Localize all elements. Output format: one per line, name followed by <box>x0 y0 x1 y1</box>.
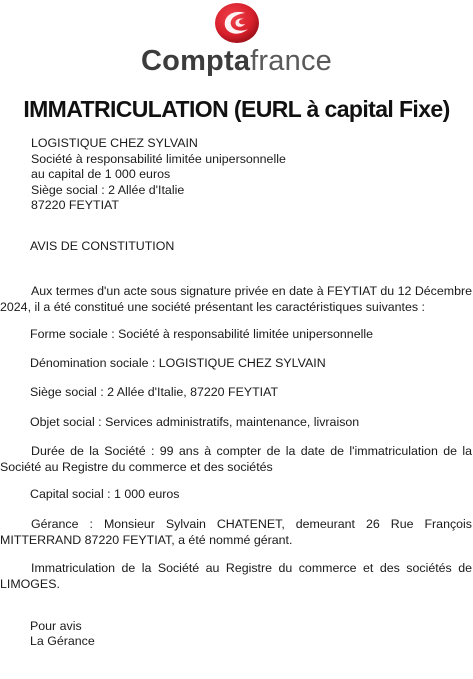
immatriculation-rcs: Immatriculation de la Société au Registre du commerce et des sociétés de LIMOGES. <box>0 561 472 591</box>
siege-social: Siège social : 2 Allée d'Italie, 87220 FEYTIAT <box>30 385 279 399</box>
company-name: LOGISTIQUE CHEZ SYLVAIN <box>31 136 198 150</box>
intro-paragraph: Aux termes d'un acte sous signature privée en date à FEYTIAT du 12 Décembre 2024, il a été constitué une société présentant les caractéristiques suivantes : <box>0 284 472 314</box>
compta-swirl-logo-icon <box>214 2 260 44</box>
notice-heading: AVIS DE CONSTITUTION <box>30 239 175 253</box>
document-title: IMMATRICULATION (EURL à capital Fixe) <box>23 96 450 122</box>
denomination-sociale: Dénomination sociale : LOGISTIQUE CHEZ SYLVAIN <box>30 356 326 370</box>
company-form: Société à responsabilité limitée unipersonnelle <box>31 151 286 166</box>
objet-social: Objet social : Services administratifs, maintenance, livraison <box>30 415 360 429</box>
forme-sociale: Forme sociale : Société à responsabilité limitée unipersonnelle <box>30 327 373 341</box>
closing-pour-avis: Pour avis <box>30 619 82 633</box>
company-address: Siège social : 2 Allée d'Italie <box>31 182 185 197</box>
company-capital: au capital de 1 000 euros <box>31 167 171 181</box>
brand-name-part2: france <box>250 45 332 77</box>
capital-social: Capital social : 1 000 euros <box>30 487 180 501</box>
closing-gerance: La Gérance <box>30 634 95 648</box>
gerance: Gérance : Monsieur Sylvain CHATENET, demeurant 26 Rue François MITTERRAND 87220 FEYTIAT, a été nommé gérant. <box>0 517 472 547</box>
brand-name-part1: Compta <box>141 45 251 77</box>
company-city: 87220 FEYTIAT <box>31 198 119 212</box>
brand-wordmark <box>0 44 473 78</box>
company-header <box>31 136 451 214</box>
duree-societe: Durée de la Société : 99 ans à compter de la date de l'immatriculation de la Société au Registre du commerce et des sociétés <box>0 444 472 474</box>
